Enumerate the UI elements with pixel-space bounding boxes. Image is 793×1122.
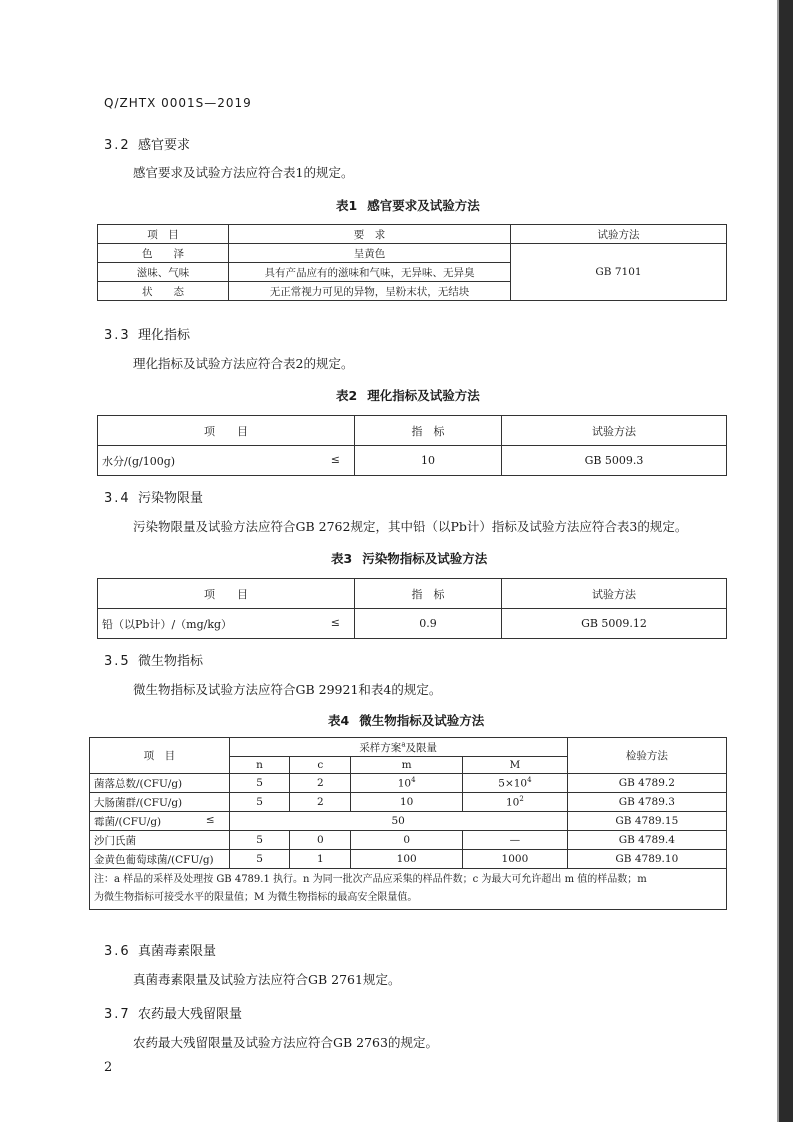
header-sampling-plan [229,738,567,757]
table-row [98,244,727,263]
row-M: 1000 [463,850,568,869]
le-symbol: ≤ [330,615,340,629]
table-title: 理化指标及试验方法 [367,388,480,403]
table-1 [97,224,727,301]
table-header-row [90,738,727,757]
row-c: 1 [290,850,351,869]
table-row [90,774,727,793]
row-n: 5 [229,850,290,869]
table-note-row [90,869,727,910]
subheader-M: M [463,757,568,774]
document-code: Q/ZHTX 0001S—2019 [104,96,252,110]
table-3 [97,578,727,639]
table-row [90,793,727,812]
section-number: 3.2 [104,138,131,153]
table-header-row [98,579,727,609]
table-2-caption [336,386,480,404]
section-title: 感官要求 [138,138,191,153]
row-method: GB 4789.2 [567,774,726,793]
header-method: 试验方法 [502,416,727,446]
header-item: 项 目 [98,579,355,609]
row-item: 色 泽 [98,244,229,263]
row-limit: 50 [229,812,567,831]
row-item [90,812,230,831]
table-row [98,446,727,476]
table-row [98,609,727,639]
page-number: 2 [104,1060,113,1075]
row-item: 状 态 [98,282,229,301]
section-3-7-heading [104,1003,242,1022]
M-base: 10 [506,796,520,809]
header-index: 指 标 [355,416,502,446]
row-n: 5 [229,793,290,812]
table-note [90,869,727,910]
table-row [90,850,727,869]
row-method: GB 4789.4 [567,831,726,850]
table-4-caption [328,711,484,729]
plan-suffix: 及限量 [405,741,437,754]
row-item [98,446,355,476]
section-number: 3.4 [104,491,131,506]
section-number: 3.6 [104,944,131,959]
row-item: 大肠菌群/(CFU/g) [90,793,230,812]
row-item: 金黄色葡萄球菌/(CFU/g) [90,850,230,869]
header-method: 试验方法 [502,579,727,609]
subheader-m: m [351,757,463,774]
section-3-5-text: 微生物指标及试验方法应符合GB 29921和表4的规定。 [133,682,442,697]
subheader-n: n [229,757,290,774]
section-3-4-text: 污染物限量及试验方法应符合GB 2762规定，其中铅（以Pb计）指标及试验方法应符合表3的规定。 [133,519,688,534]
table-1-caption [336,196,480,214]
row-method: GB 5009.12 [502,609,727,639]
section-3-3-heading [104,324,190,343]
row-c: 0 [290,831,351,850]
table-header-row [98,416,727,446]
row-value: 10 [355,446,502,476]
note-line-2: 为微生物指标可接受水平的限量值；M 为微生物指标的最高安全限量值。 [94,892,418,903]
note-line-1: 注：a 样品的采样及处理按 GB 4789.1 执行。n 为同一批次产品应采集的样品件数；c 为最大可允许超出 m 值的样品数；m [94,874,647,885]
header-method: 试验方法 [511,225,727,244]
scan-edge [779,0,793,1122]
table-number: 表3 [331,551,353,566]
subheader-c: c [290,757,351,774]
row-m: 0 [351,831,463,850]
m-base: 10 [397,777,412,790]
row-n: 5 [229,774,290,793]
M-base: 5×10 [498,777,528,790]
section-3-6-text: 真菌毒素限量及试验方法应符合GB 2761规定。 [133,972,401,987]
table-4 [89,737,727,910]
row-M: — [463,831,568,850]
row-n: 5 [229,831,290,850]
row-M [463,774,568,793]
table-header-row [98,225,727,244]
item-label: 铅（以Pb计）/（mg/kg） [102,617,233,631]
row-method: GB 5009.3 [502,446,727,476]
row-item: 滋味、气味 [98,263,229,282]
le-symbol: ≤ [330,452,340,466]
section-title: 微生物指标 [138,654,204,669]
section-3-7-text: 农药最大残留限量及试验方法应符合GB 2763的规定。 [133,1035,438,1050]
row-item: 沙门氏菌 [90,831,230,850]
section-title: 污染物限量 [138,491,204,506]
row-requirement: 呈黄色 [229,244,511,263]
row-requirement: 具有产品应有的滋味和气味，无异味、无异臭 [229,263,511,282]
row-value: 0.9 [355,609,502,639]
M-exponent: 2 [519,795,524,804]
row-c: 2 [290,774,351,793]
table-2 [97,415,727,476]
header-method: 检验方法 [567,738,726,774]
table-3-caption [331,549,487,567]
header-item: 项 目 [98,225,229,244]
table-row [90,831,727,850]
row-M [463,793,568,812]
row-m: 100 [351,850,463,869]
table-number: 表4 [328,713,350,728]
table-title: 感官要求及试验方法 [367,198,480,213]
row-c: 2 [290,793,351,812]
section-number: 3.7 [104,1007,131,1022]
row-method: GB 4789.3 [567,793,726,812]
row-m [351,793,463,812]
header-requirement: 要 求 [229,225,511,244]
item-label: 霉菌/(CFU/g) [94,815,162,828]
section-number: 3.5 [104,654,131,669]
section-3-3-text: 理化指标及试验方法应符合表2的规定。 [133,356,354,371]
row-method: GB 4789.15 [567,812,726,831]
section-3-6-heading [104,940,216,959]
row-item: 菌落总数/(CFU/g) [90,774,230,793]
row-item [98,609,355,639]
table-row [90,812,727,831]
m-base: 10 [399,796,414,808]
plan-label: 采样方案 [359,741,402,754]
section-3-2-heading [104,134,190,153]
section-3-5-heading [104,650,203,669]
section-3-2-text: 感官要求及试验方法应符合表1的规定。 [133,165,354,180]
plan-footnote-mark: a [401,740,406,748]
section-3-4-heading [104,487,203,506]
le-symbol: ≤ [205,813,215,826]
M-exponent: 4 [527,776,532,785]
item-label: 水分/(g/100g) [102,454,176,468]
m-exponent: 4 [411,776,416,785]
section-title: 真菌毒素限量 [138,944,217,959]
table-title: 污染物指标及试验方法 [362,551,488,566]
section-title: 理化指标 [138,328,191,343]
table-number: 表1 [336,198,358,213]
row-requirement: 无正常视力可见的异物，呈粉末状，无结块 [229,282,511,301]
header-item: 项 目 [90,738,230,774]
row-m [351,774,463,793]
table-number: 表2 [336,388,358,403]
header-item: 项 目 [98,416,355,446]
header-index: 指 标 [355,579,502,609]
table-title: 微生物指标及试验方法 [359,713,485,728]
section-number: 3.3 [104,328,131,343]
row-method: GB 7101 [511,244,727,301]
row-method: GB 4789.10 [567,850,726,869]
section-title: 农药最大残留限量 [138,1007,243,1022]
